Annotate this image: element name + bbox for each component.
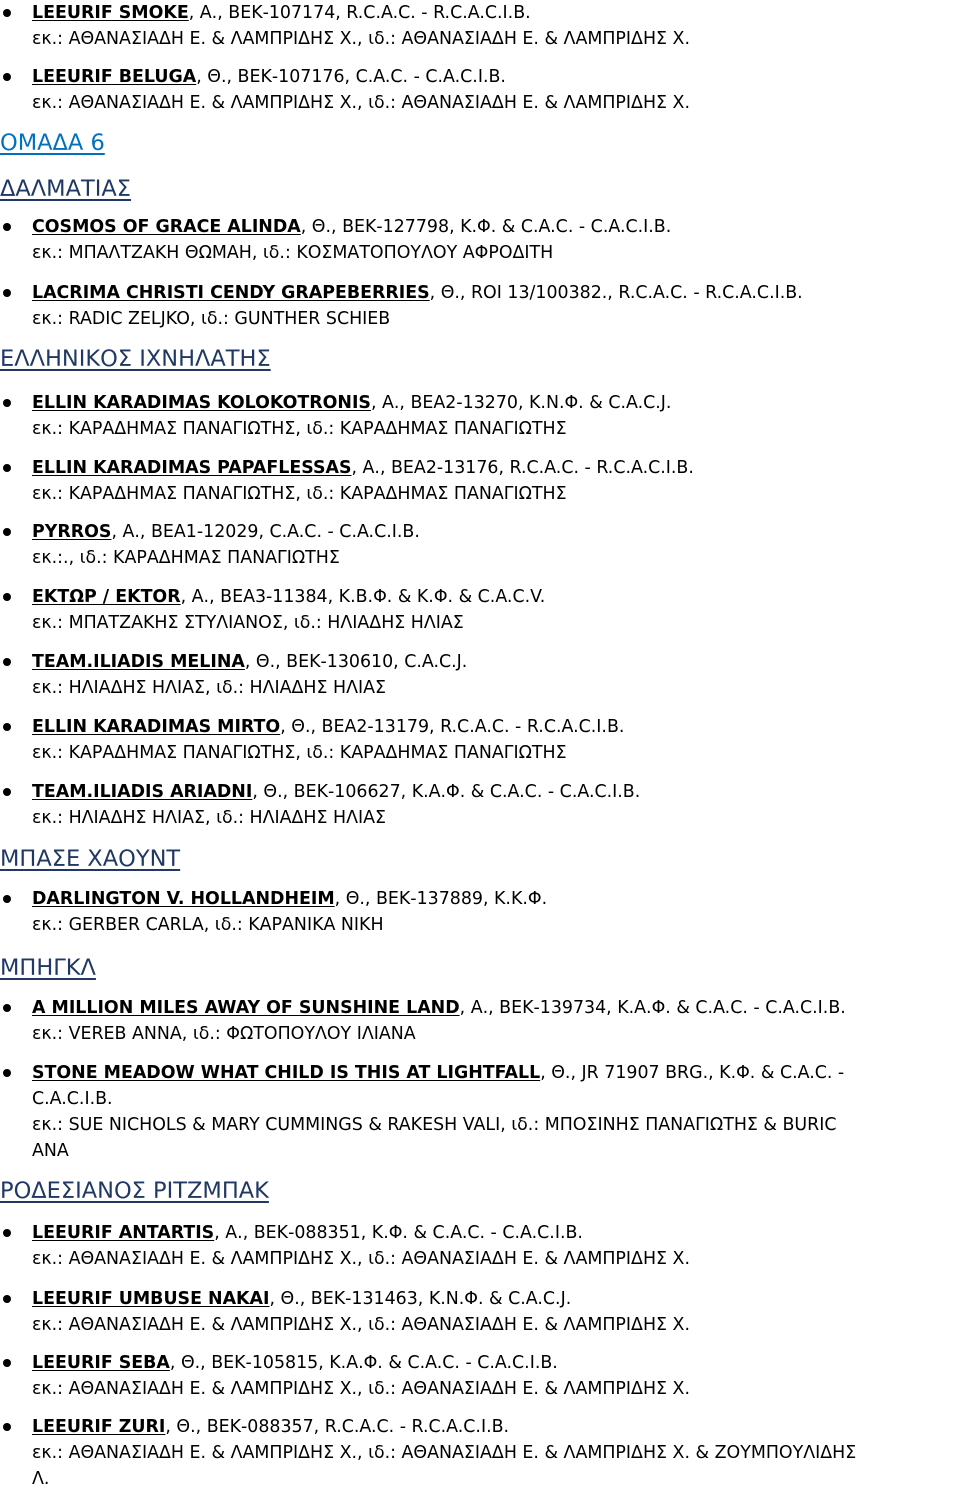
dog-title-line [32,779,640,805]
owner-line-continued [32,1466,49,1492]
dog-details: , Α., ΒΕΚ-088351, Κ.Φ. & C.A.C. - C.A.C.I.B. [214,1223,583,1243]
bullet-icon [3,528,11,536]
dog-name: ELLIN KARADIMAS PAPAFLESSAS [32,458,352,478]
dog-name: STONE MEADOW WHAT CHILD IS THIS AT LIGHTFALL [32,1063,541,1083]
owner-text: εκ.: ΚΑΡΑΔΗΜΑΣ ΠΑΝΑΓΙΩΤΗΣ, ιδ.: ΚΑΡΑΔΗΜΑΣ ΠΑΝΑΓΙΩΤΗΣ [32,743,567,763]
dog-name: LACRIMA CHRISTI CENDY GRAPEBERRIES [32,283,430,303]
bullet-icon [3,788,11,796]
owner-text: εκ.: ΑΘΑΝΑΣΙΑΔΗ Ε. & ΛΑΜΠΡΙΔΗΣ Χ., ιδ.: ΑΘΑΝΑΣΙΑΔΗ Ε. & ΛΑΜΠΡΙΔΗΣ Χ. [32,1249,690,1269]
bullet-icon [3,1295,11,1303]
dog-title-line [32,886,547,912]
bullet-icon [3,895,11,903]
owner-line [32,1246,690,1272]
dog-name: TEAM.ILIADIS ARIADNI [32,782,253,802]
dog-title-line [32,64,506,90]
dog-name: PYRROS [32,522,112,542]
owner-text: εκ.: ΑΘΑΝΑΣΙΑΔΗ Ε. & ΛΑΜΠΡΙΔΗΣ Χ., ιδ.: ΑΘΑΝΑΣΙΑΔΗ Ε. & ΛΑΜΠΡΙΔΗΣ Χ. [32,29,690,49]
dog-details: , Θ., ΒΕΚ-137889, Κ.Κ.Φ. [334,889,548,909]
dog-name: ΕΚΤΩΡ / EKTOR [32,587,181,607]
dog-name: DARLINGTON V. HOLLANDHEIM [32,889,335,909]
owner-text-cont: Λ. [32,1469,50,1489]
owner-line [32,805,386,831]
dog-title-line [32,649,467,675]
dog-title-line [32,390,671,416]
owner-text-cont: ANA [32,1141,69,1161]
dog-title-line [32,280,803,306]
dog-details: , Θ., ΒΕΚ-130610, C.A.C.J. [244,652,468,672]
bullet-icon [3,289,11,297]
owner-text: εκ.: ΗΛΙΑΔΗΣ ΗΛΙΑΣ, ιδ.: ΗΛΙΑΔΗΣ ΗΛΙΑΣ [32,678,387,698]
bullet-icon [3,9,11,17]
owner-line [32,1112,837,1138]
owner-text: εκ.: ΑΘΑΝΑΣΙΑΔΗ Ε. & ΛΑΜΠΡΙΔΗΣ Χ., ιδ.: ΑΘΑΝΑΣΙΑΔΗ Ε. & ΛΑΜΠΡΙΔΗΣ Χ. [32,1379,690,1399]
group-heading: ΟΜΑΔΑ 6 [0,130,105,156]
dog-details: , Θ., ΒΕΚ-106627, Κ.Α.Φ. & C.A.C. - C.A.C.I.B. [252,782,641,802]
owner-line [32,1440,856,1466]
owner-line [32,1376,690,1402]
bullet-icon [3,1069,11,1077]
bullet-icon [3,593,11,601]
dog-details: , Θ., ΒΕΚ-088357, R.C.A.C. - R.C.A.C.I.B. [165,1417,510,1437]
dog-details: , Θ., ΒΕΚ-107176, C.A.C. - C.A.C.I.B. [196,67,506,87]
bullet-icon [3,723,11,731]
breed-heading: ΕΛΛΗΝΙΚΟΣ ΙΧΝΗΛΑΤΗΣ [0,346,271,372]
dog-title-line [32,455,694,481]
bullet-icon [3,464,11,472]
owner-line [32,1312,690,1338]
breed-heading: ΜΠΑΣΕ ΧΑΟΥΝΤ [0,846,181,872]
dog-title-line [32,0,531,26]
dog-title-line [32,1350,558,1376]
owner-text: εκ.: GERBER CARLA, ιδ.: ΚΑΡΑΝΙΚΑ ΝΙΚΗ [32,915,384,935]
bullet-icon [3,223,11,231]
dog-name: ELLIN KARADIMAS KOLOKOTRONIS [32,393,371,413]
owner-text: εκ.: RADIC ZELJKO, ιδ.: GUNTHER SCHIEB [32,309,391,329]
breed-heading: ΔΑΛΜΑΤΙΑΣ [0,176,131,202]
dog-title-line [32,519,420,545]
owner-text: εκ.: ΜΠΑΛΤΖΑΚΗ ΘΩΜΑΗ, ιδ.: ΚΟΣΜΑΤΟΠΟΥΛΟΥ ΑΦΡΟΔΙΤΗ [32,243,554,263]
owner-line [32,26,690,52]
dog-name: LEEURIF UMBUSE NAKAI [32,1289,270,1309]
dog-title-line [32,1286,571,1312]
dog-details: , Θ., ΒΕΚ-131463, Κ.Ν.Φ. & C.A.C.J. [269,1289,572,1309]
dog-details-cont: C.A.C.I.B. [32,1089,113,1109]
dog-details: , Α., ΒΕΚ-107174, R.C.A.C. - R.C.A.C.I.B. [188,3,531,23]
dog-title-line [32,1220,583,1246]
owner-text: εκ.:., ιδ.: ΚΑΡΑΔΗΜΑΣ ΠΑΝΑΓΙΩΤΗΣ [32,548,340,568]
dog-name: COSMOS OF GRACE ALINDA [32,217,301,237]
dog-name: A MILLION MILES AWAY OF SUNSHINE LAND [32,998,460,1018]
owner-text: εκ.: VEREB ANNA, ιδ.: ΦΩΤΟΠΟΥΛΟΥ ΙΛΙΑΝΑ [32,1024,416,1044]
dog-title-line [32,1060,844,1086]
owner-line [32,545,340,571]
dog-title-line [32,584,545,610]
owner-text: εκ.: SUE NICHOLS & MARY CUMMINGS & RAKESH VALI, ιδ.: ΜΠΟΣΙΝΗΣ ΠΑΝΑΓΙΩΤΗΣ & BURIC [32,1115,837,1135]
dog-details: , Α., ΒΕΑ1-12029, C.A.C. - C.A.C.I.B. [111,522,420,542]
dog-name: LEEURIF ANTARTIS [32,1223,215,1243]
bullet-icon [3,1229,11,1237]
owner-line-continued [32,1138,69,1164]
owner-text: εκ.: ΑΘΑΝΑΣΙΑΔΗ Ε. & ΛΑΜΠΡΙΔΗΣ Χ., ιδ.: ΑΘΑΝΑΣΙΑΔΗ Ε. & ΛΑΜΠΡΙΔΗΣ Χ. [32,1315,690,1335]
dog-name: LEEURIF SMOKE [32,3,189,23]
dog-details: , Α., ΒΕΑ2-13176, R.C.A.C. - R.C.A.C.I.B. [351,458,694,478]
dog-title-line [32,214,671,240]
owner-line [32,306,390,332]
owner-line [32,740,567,766]
bullet-icon [3,399,11,407]
bullet-icon [3,1004,11,1012]
dog-details-continued [32,1086,113,1112]
dog-title-line [32,1414,509,1440]
owner-line [32,416,567,442]
owner-line [32,240,553,266]
dog-details: , Α., ΒΕΑ2-13270, Κ.Ν.Φ. & C.A.C.J. [370,393,672,413]
owner-line [32,90,690,116]
dog-details: , Θ., JR 71907 BRG., Κ.Φ. & C.A.C. - [540,1063,845,1083]
owner-line [32,1021,416,1047]
owner-text: εκ.: ΑΘΑΝΑΣΙΑΔΗ Ε. & ΛΑΜΠΡΙΔΗΣ Χ., ιδ.: ΑΘΑΝΑΣΙΑΔΗ Ε. & ΛΑΜΠΡΙΔΗΣ Χ. [32,93,690,113]
dog-details: , Θ., ΒΕΚ-127798, Κ.Φ. & C.A.C. - C.A.C.I.B. [300,217,672,237]
owner-line [32,610,464,636]
owner-text: εκ.: ΗΛΙΑΔΗΣ ΗΛΙΑΣ, ιδ.: ΗΛΙΑΔΗΣ ΗΛΙΑΣ [32,808,387,828]
owner-text: εκ.: ΚΑΡΑΔΗΜΑΣ ΠΑΝΑΓΙΩΤΗΣ, ιδ.: ΚΑΡΑΔΗΜΑΣ ΠΑΝΑΓΙΩΤΗΣ [32,419,567,439]
breed-heading: ΡΟΔΕΣΙΑΝΟΣ ΡΙΤΖΜΠΑΚ [0,1178,269,1204]
owner-text: εκ.: ΜΠΑΤΖΑΚΗΣ ΣΤΥΛΙΑΝΟΣ, ιδ.: ΗΛΙΑΔΗΣ ΗΛΙΑΣ [32,613,464,633]
dog-name: LEEURIF SEBA [32,1353,170,1373]
owner-line [32,912,384,938]
dog-details: , Α., ΒΕΑ3-11384, Κ.Β.Φ. & Κ.Φ. & C.A.C.V. [180,587,546,607]
dog-name: LEEURIF ZURI [32,1417,166,1437]
dog-name: LEEURIF BELUGA [32,67,197,87]
dog-details: , Θ., ROI 13/100382., R.C.A.C. - R.C.A.C.I.B. [429,283,803,303]
owner-text: εκ.: ΚΑΡΑΔΗΜΑΣ ΠΑΝΑΓΙΩΤΗΣ, ιδ.: ΚΑΡΑΔΗΜΑΣ ΠΑΝΑΓΙΩΤΗΣ [32,484,567,504]
dog-title-line [32,714,624,740]
breed-heading: ΜΠΗΓΚΛ [0,955,96,981]
dog-name: TEAM.ILIADIS MELINA [32,652,245,672]
bullet-icon [3,1359,11,1367]
dog-details: , Θ., ΒΕΚ-105815, Κ.Α.Φ. & C.A.C. - C.A.C.I.B. [169,1353,558,1373]
owner-text: εκ.: ΑΘΑΝΑΣΙΑΔΗ Ε. & ΛΑΜΠΡΙΔΗΣ Χ., ιδ.: ΑΘΑΝΑΣΙΑΔΗ Ε. & ΛΑΜΠΡΙΔΗΣ Χ. & ΖΟΥΜΠΟΥΛΙΔΗΣ [32,1443,857,1463]
bullet-icon [3,73,11,81]
dog-details: , Α., ΒΕΚ-139734, Κ.Α.Φ. & C.A.C. - C.A.C.I.B. [459,998,846,1018]
owner-line [32,481,567,507]
dog-title-line [32,995,846,1021]
bullet-icon [3,658,11,666]
bullet-icon [3,1423,11,1431]
owner-line [32,675,386,701]
dog-details: , Θ., ΒΕΑ2-13179, R.C.A.C. - R.C.A.C.I.B. [280,717,625,737]
dog-name: ELLIN KARADIMAS MIRTO [32,717,281,737]
